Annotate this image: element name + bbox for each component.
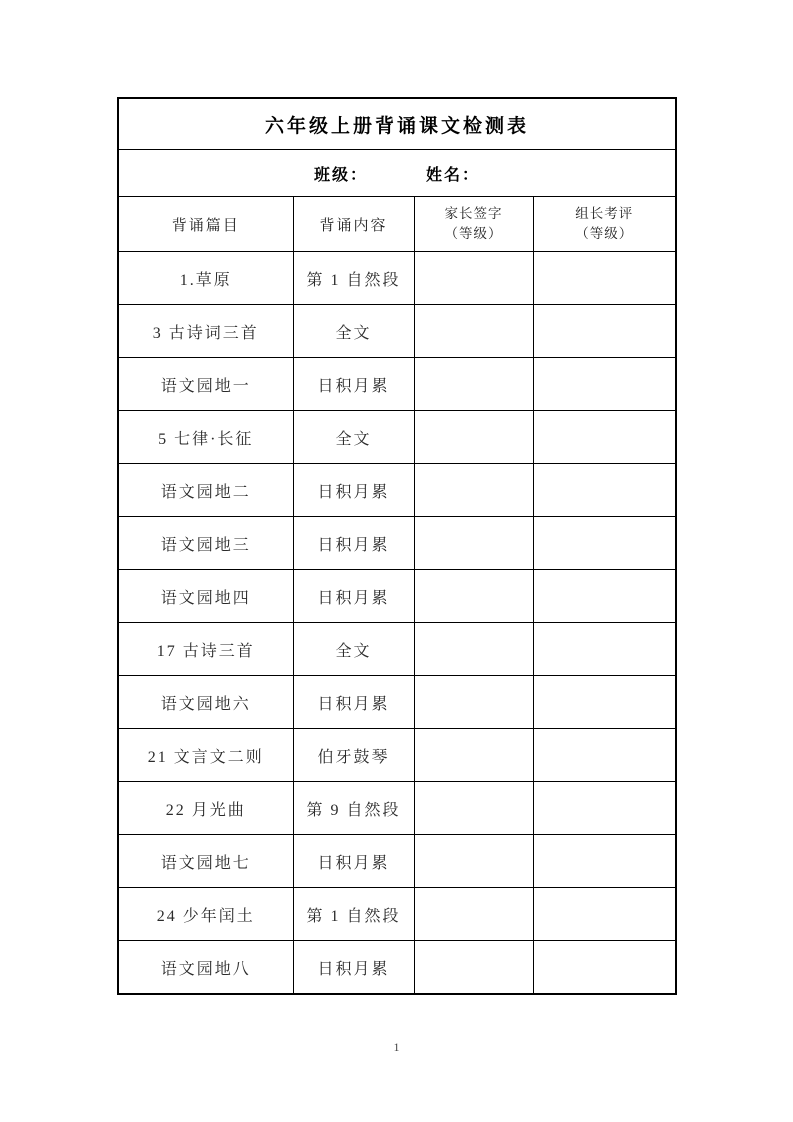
parent-signature-cell: [414, 252, 533, 305]
class-name-row: [118, 150, 676, 197]
parent-signature-cell: [414, 570, 533, 623]
title-row: [118, 98, 676, 150]
parent-signature-cell: [414, 729, 533, 782]
table-row: [118, 252, 676, 305]
leader-evaluation-cell: [533, 305, 676, 358]
recitation-content-cell: 伯牙鼓琴: [293, 729, 414, 782]
class-label: 班级：: [313, 166, 368, 184]
leader-evaluation-cell: [533, 729, 676, 782]
leader-evaluation-cell: [533, 888, 676, 941]
leader-evaluation-cell: [533, 623, 676, 676]
table-row: [118, 623, 676, 676]
recitation-item-cell: 语文园地七: [118, 835, 293, 888]
parent-signature-cell: [414, 782, 533, 835]
recitation-item-cell: 5 七律·长征: [118, 411, 293, 464]
recitation-content-cell: 日积月累: [293, 570, 414, 623]
recitation-item-cell: 3 古诗词三首: [118, 305, 293, 358]
table-row: [118, 411, 676, 464]
recitation-content-cell: 第 1 自然段: [293, 252, 414, 305]
recitation-content-cell: 日积月累: [293, 517, 414, 570]
recitation-item-cell: 语文园地一: [118, 358, 293, 411]
table-row: [118, 358, 676, 411]
recitation-content-cell: 日积月累: [293, 835, 414, 888]
recitation-item-cell: 21 文言文二则: [118, 729, 293, 782]
recitation-item-cell: 语文园地八: [118, 941, 293, 995]
page-number: 1: [393, 1040, 400, 1054]
leader-evaluation-cell: [533, 252, 676, 305]
leader-evaluation-cell: [533, 835, 676, 888]
leader-evaluation-cell: [533, 941, 676, 995]
recitation-content-cell: 日积月累: [293, 941, 414, 995]
recitation-content-cell: 全文: [293, 411, 414, 464]
recitation-content-cell: 全文: [293, 623, 414, 676]
recitation-content-cell: 日积月累: [293, 464, 414, 517]
class-name-cell: [118, 150, 676, 197]
table-row: [118, 782, 676, 835]
parent-signature-cell: [414, 941, 533, 995]
recitation-content-cell: 第 9 自然段: [293, 782, 414, 835]
parent-signature-cell: [414, 888, 533, 941]
parent-signature-cell: [414, 835, 533, 888]
leader-evaluation-cell: [533, 782, 676, 835]
name-label: 姓名：: [426, 166, 481, 184]
recitation-item-cell: 24 少年闰土: [118, 888, 293, 941]
table-row: [118, 305, 676, 358]
table-row: [118, 835, 676, 888]
parent-signature-cell: [414, 411, 533, 464]
recitation-content-cell: 日积月累: [293, 358, 414, 411]
header-row: [118, 197, 676, 252]
header-recitation-content: 背诵内容: [293, 197, 414, 252]
recitation-item-cell: 语文园地六: [118, 676, 293, 729]
recitation-content-cell: 日积月累: [293, 676, 414, 729]
table-row: [118, 570, 676, 623]
header-recitation-item: 背诵篇目: [118, 197, 293, 252]
table-row: [118, 517, 676, 570]
recitation-content-cell: 全文: [293, 305, 414, 358]
parent-signature-cell: [414, 358, 533, 411]
table-row: [118, 676, 676, 729]
leader-evaluation-cell: [533, 570, 676, 623]
recitation-check-table: [117, 97, 677, 995]
recitation-content-cell: 第 1 自然段: [293, 888, 414, 941]
table-row: [118, 464, 676, 517]
table-row: [118, 941, 676, 995]
recitation-item-cell: 1.草原: [118, 252, 293, 305]
parent-signature-cell: [414, 517, 533, 570]
parent-signature-cell: [414, 623, 533, 676]
recitation-item-cell: 22 月光曲: [118, 782, 293, 835]
leader-evaluation-cell: [533, 517, 676, 570]
header-parent-signature: 家长签字 （等级）: [414, 197, 533, 252]
table-row: [118, 729, 676, 782]
parent-signature-cell: [414, 464, 533, 517]
leader-evaluation-cell: [533, 411, 676, 464]
table-row: [118, 888, 676, 941]
leader-evaluation-cell: [533, 464, 676, 517]
header-leader-evaluation: 组长考评 （等级）: [533, 197, 676, 252]
parent-signature-cell: [414, 305, 533, 358]
leader-evaluation-cell: [533, 358, 676, 411]
recitation-item-cell: 语文园地二: [118, 464, 293, 517]
parent-signature-cell: [414, 676, 533, 729]
table-title: 六年级上册背诵课文检测表: [118, 98, 676, 150]
recitation-item-cell: 语文园地三: [118, 517, 293, 570]
leader-evaluation-cell: [533, 676, 676, 729]
recitation-item-cell: 语文园地四: [118, 570, 293, 623]
recitation-item-cell: 17 古诗三首: [118, 623, 293, 676]
